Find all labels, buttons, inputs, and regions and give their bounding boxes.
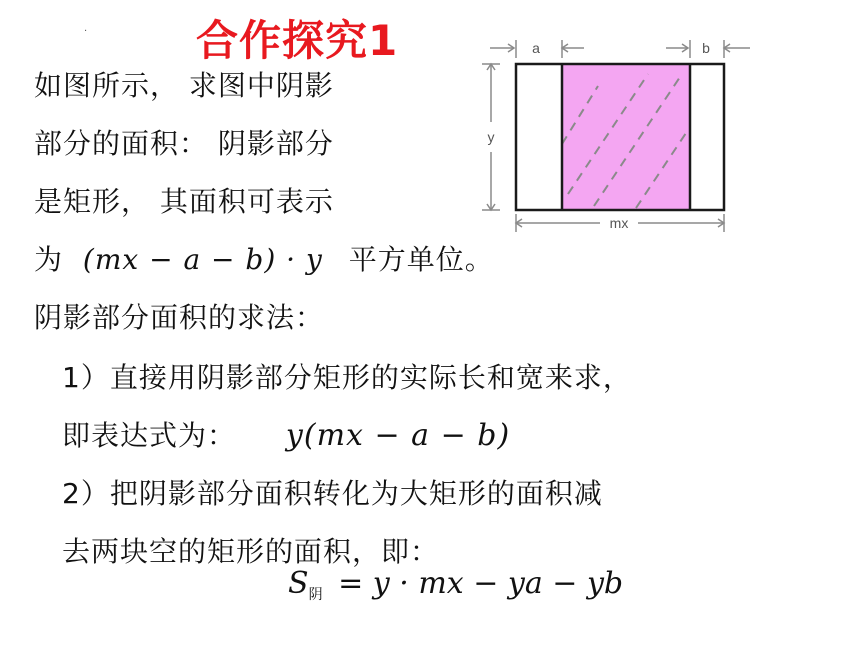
label-y: y: [487, 129, 495, 145]
rectangle-diagram: [476, 34, 756, 240]
method-1-expression: y(mx − a − b): [285, 418, 511, 453]
method-1-line-2: [62, 414, 510, 454]
label-mx: mx: [609, 215, 629, 231]
formula-lhs-subscript: 阴: [308, 587, 323, 603]
intro-line-2: 部分的面积： 阴影部分: [34, 127, 334, 160]
label-b: b: [702, 40, 710, 56]
intro-line-4-suffix: 平方单位。: [348, 243, 494, 276]
formula-rhs: = y · mx − ya − yb: [338, 566, 624, 601]
method-2-line-2: 去两块空的矩形的面积，即：: [62, 535, 440, 568]
intro-line-4-prefix: 为: [34, 243, 64, 276]
formula-lhs: S: [288, 566, 309, 601]
method-2-line-1: 2）把阴影部分面积转化为大矩形的面积减: [62, 477, 603, 510]
intro-line-4: [34, 238, 494, 278]
method-1-label: 即表达式为：: [62, 419, 237, 452]
intro-line-1: 如图所示， 求图中阴影: [34, 69, 334, 102]
shaded-region: [562, 64, 690, 210]
shaded-area-formula: [288, 566, 623, 604]
decorative-dot: ·: [84, 26, 88, 37]
slide-title: 合作探究1: [196, 16, 399, 65]
intro-line-3: 是矩形， 其面积可表示: [34, 185, 334, 218]
label-a: a: [532, 40, 540, 56]
method-heading: 阴影部分面积的求法：: [34, 301, 325, 334]
method-1-line-1: 1）直接用阴影部分矩形的实际长和宽来求，: [62, 361, 632, 394]
area-expression: (mx − a − b) · y: [82, 243, 323, 276]
